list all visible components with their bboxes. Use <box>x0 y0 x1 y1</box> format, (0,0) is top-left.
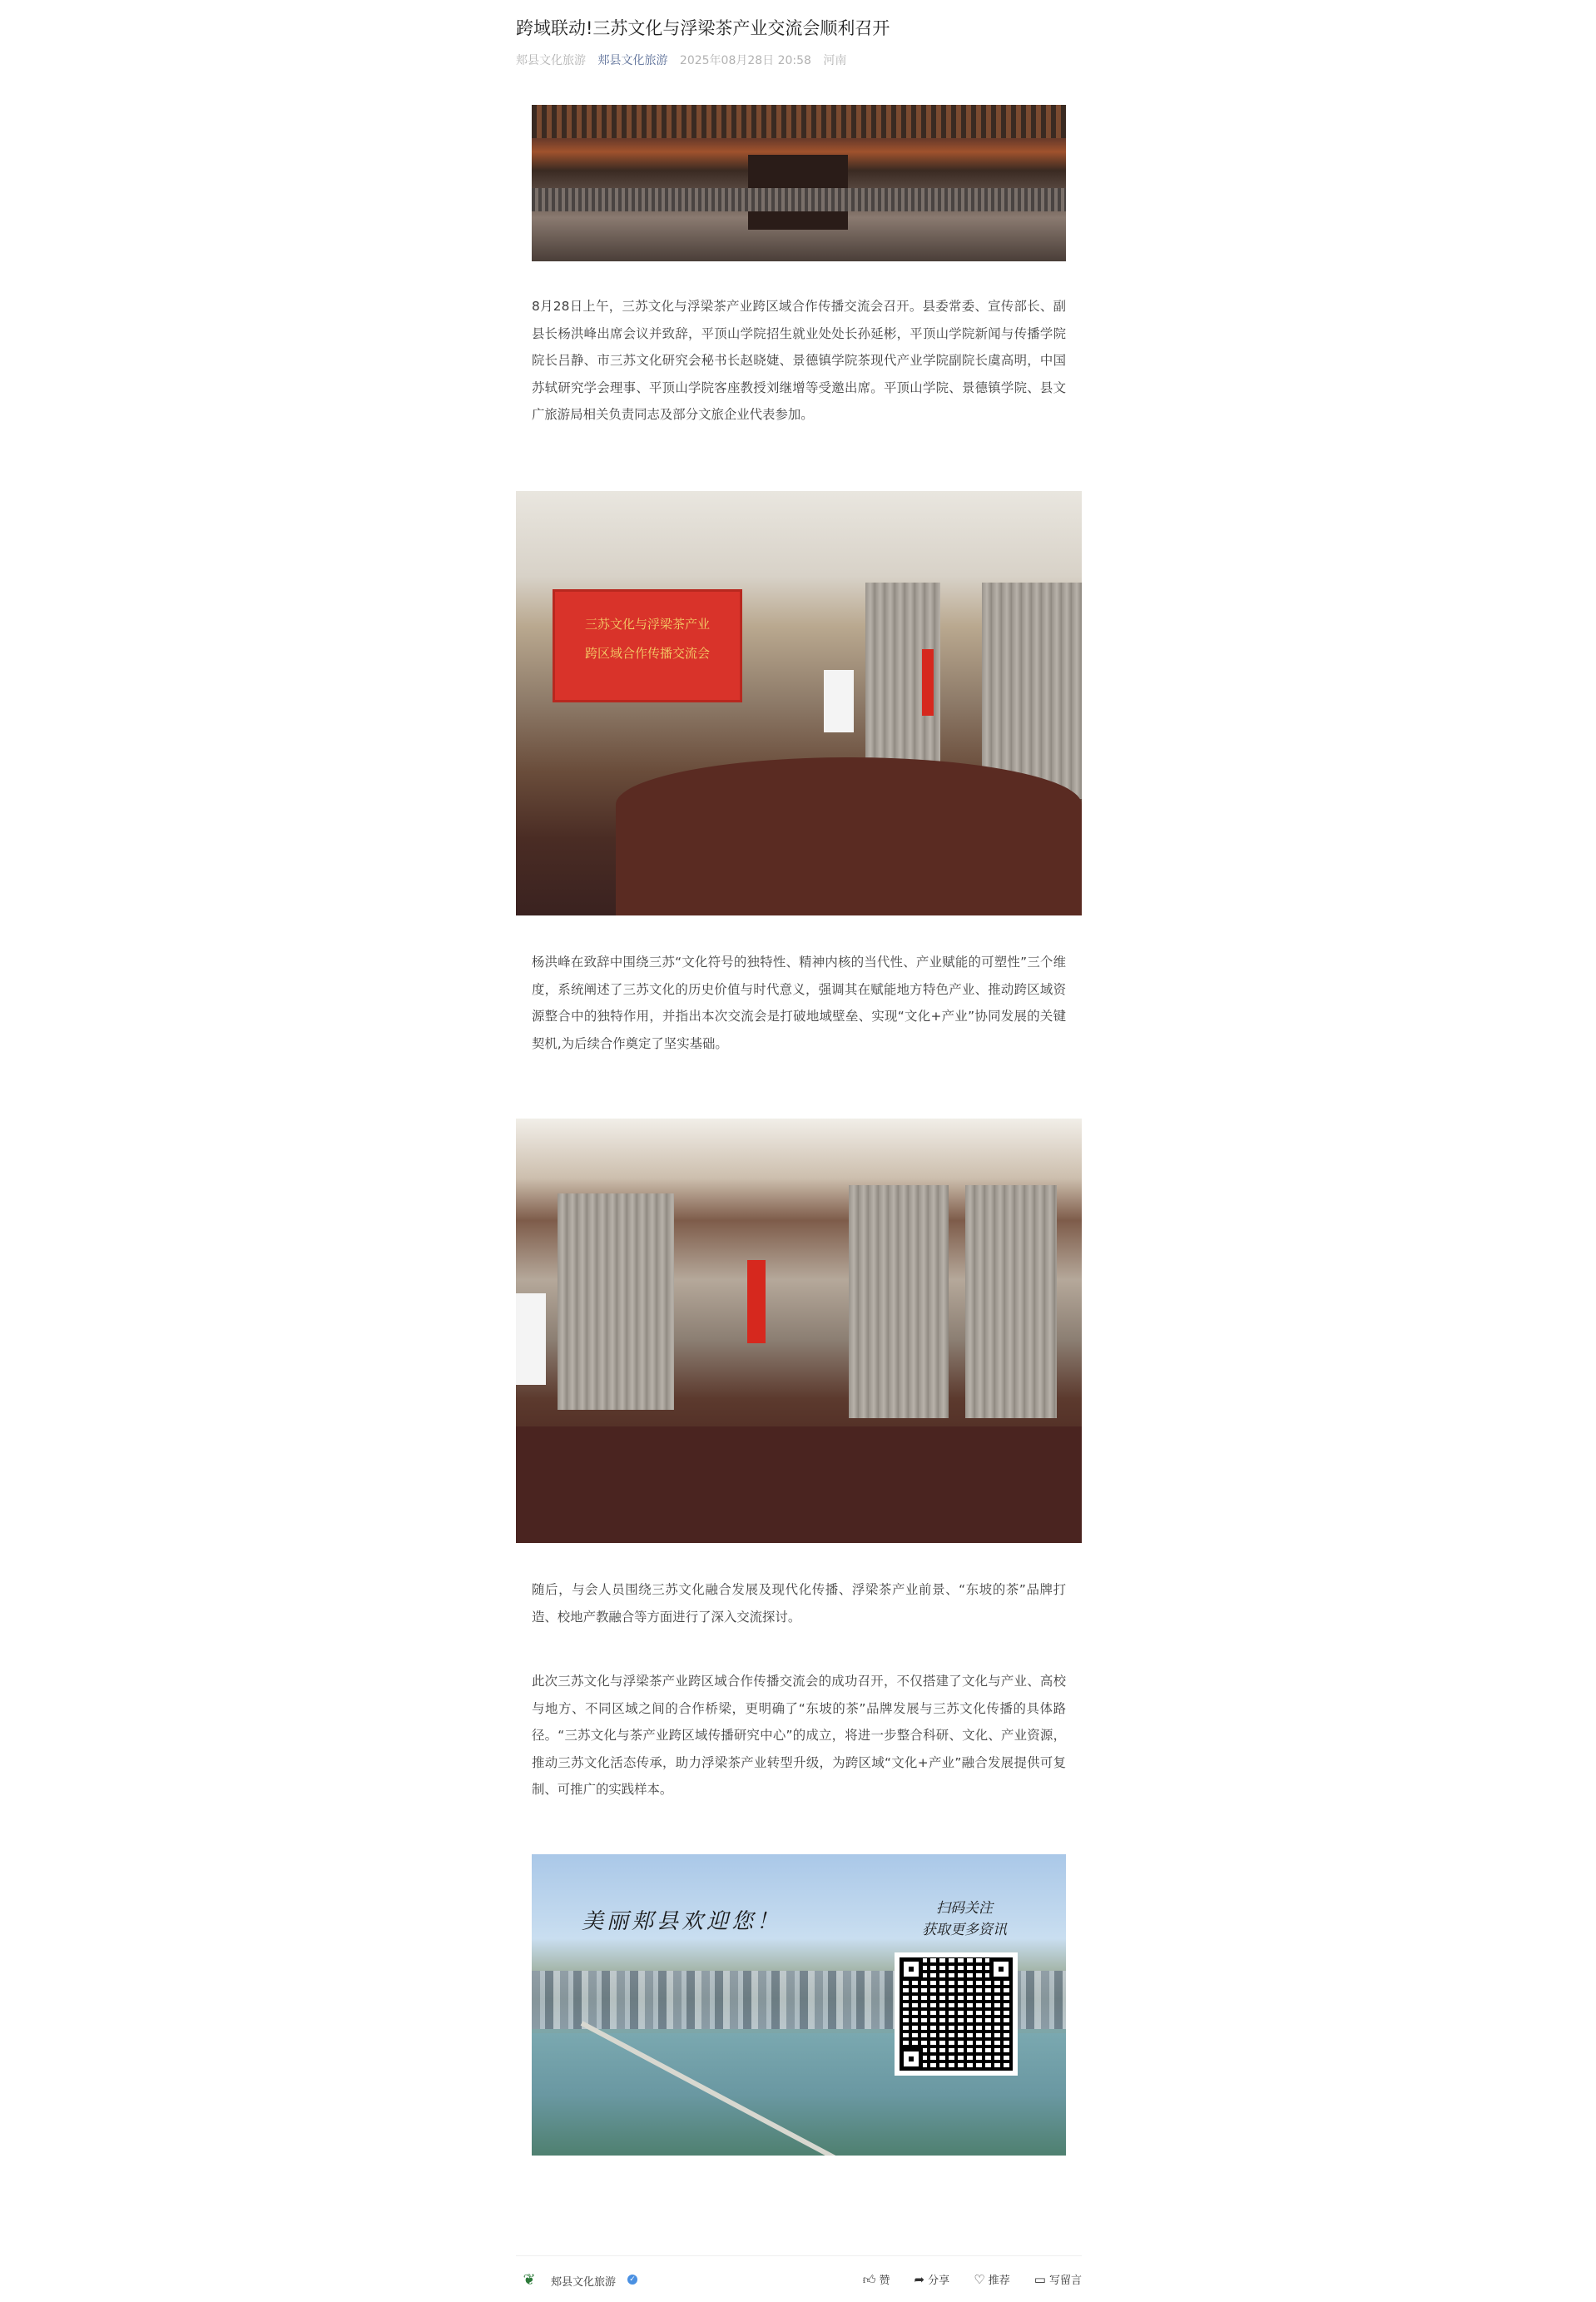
meeting-screen <box>553 589 742 702</box>
article <box>516 0 1082 2302</box>
curtain <box>849 1185 949 1418</box>
comment-label: 写留言 <box>1048 2275 1082 2287</box>
conference-table <box>516 1426 1082 1543</box>
heart-icon: ♡ <box>974 2272 985 2287</box>
like-label: 赞 <box>879 2275 890 2287</box>
meta-location: 河南 <box>823 54 847 67</box>
air-conditioner <box>516 1293 546 1385</box>
roof-eaves <box>532 105 1066 138</box>
meeting-screen-line-2: 跨区域合作传播交流会 <box>584 646 710 661</box>
curtain <box>982 583 1082 799</box>
meta-datetime: 2025年08月28日 20:58 <box>679 54 811 67</box>
qr-code[interactable] <box>895 1952 1018 2076</box>
article-footer <box>516 2265 1082 2295</box>
air-conditioner <box>824 670 854 732</box>
stone-railing <box>532 188 1066 211</box>
flag <box>922 649 934 716</box>
temple-photo[interactable] <box>532 105 1066 261</box>
qr-caption <box>898 1898 1031 1941</box>
paragraph-1: 8月28日上午，三苏文化与浮梁茶产业跨区域合作传播交流会召开。县委常委、宣传部长、副县长杨洪峰出席会议并致辞，平顶山学院招生就业处处长孙延彬，平顶山学院新闻与传播学院院长吕静、市三苏文化研究会秘书长赵晓婕、景德镇学院茶现代产业学院副院长虞高明，中国苏轼研究学会理事、平顶山学院客座教授刘继增等受邀出席。平顶山学院、景德镇学院、县文广旅游局相关负责同志及部分文旅企业代表参加。 <box>532 299 1066 422</box>
meeting-photo-1[interactable] <box>516 491 1082 915</box>
thumbs-up-icon: 👍︎ <box>862 2272 876 2287</box>
meta-account-link[interactable]: 郏县文化旅游 <box>597 54 668 67</box>
paragraph-4: 此次三苏文化与浮梁茶产业跨区域合作传播交流会的成功召开，不仅搭建了文化与产业、高校与地方、不同区域之间的合作桥梁，更明确了“东坡的茶”品牌发展与三苏文化传播的具体路径。“三苏文化与茶产业跨区域传播研究中心”的成立，将进一步整合科研、文化、产业资源，推动三苏文化活态传承，助力浮梁茶产业转型升级，为跨区域“文化+产业”融合发展提供可复制、可推广的实践样本。 <box>532 1674 1066 1797</box>
account-logo-icon[interactable]: ❦ <box>523 2271 536 2289</box>
qr-finder <box>900 2047 923 2071</box>
welcome-banner[interactable] <box>532 1854 1066 2156</box>
comment-button[interactable] <box>1034 2271 1082 2287</box>
meta-source: 郏县文化旅游 <box>516 54 586 67</box>
verified-icon: ✓ <box>627 2275 637 2285</box>
conference-table <box>616 757 1082 915</box>
recommend-label: 推荐 <box>988 2275 1010 2287</box>
recommend-button[interactable] <box>974 2271 1009 2287</box>
meeting-photo-2[interactable] <box>516 1119 1082 1543</box>
share-arrow-icon: ➦ <box>914 2272 925 2287</box>
curtain <box>558 1193 674 1410</box>
qr-finder <box>989 1957 1013 1981</box>
article-meta <box>516 52 855 68</box>
flag <box>747 1260 766 1343</box>
article-title: 跨域联动!三苏文化与浮梁茶产业交流会顺利召开 <box>516 18 890 38</box>
share-label: 分享 <box>928 2275 950 2287</box>
footer-account-name[interactable]: 郏县文化旅游 <box>551 2276 617 2289</box>
like-button[interactable] <box>863 2271 890 2288</box>
banner-welcome-text: 美丽郏县欢迎您！ <box>582 1909 782 1934</box>
qr-finder <box>900 1957 923 1981</box>
paragraph-2: 杨洪峰在致辞中围绕三苏“文化符号的独特性、精神内核的当代性、产业赋能的可塑性”三个维度，系统阐述了三苏文化的历史价值与时代意义，强调其在赋能地方特色产业、推动跨区域资源整合中的独特作用，并指出本次交流会是打破地域壁垒、实现“文化+产业”协同发展的关键契机,为后续合作奠定了坚实基础。 <box>532 955 1066 1051</box>
paragraph-3: 随后，与会人员围绕三苏文化融合发展及现代化传播、浮梁茶产业前景、“东坡的茶”品牌打造、校地产教融合等方面进行了深入交流探讨。 <box>532 1582 1066 1625</box>
meeting-screen-line-1: 三苏文化与浮梁茶产业 <box>584 617 710 632</box>
footer-divider <box>516 2255 1082 2256</box>
comment-icon: ▭ <box>1033 2272 1046 2287</box>
share-button[interactable] <box>914 2271 950 2287</box>
curtain <box>965 1185 1057 1418</box>
qr-caption-line-1: 扫码关注 <box>936 1900 993 1917</box>
footer-actions <box>843 2271 1082 2290</box>
qr-caption-line-2: 获取更多资讯 <box>922 1922 1007 1938</box>
